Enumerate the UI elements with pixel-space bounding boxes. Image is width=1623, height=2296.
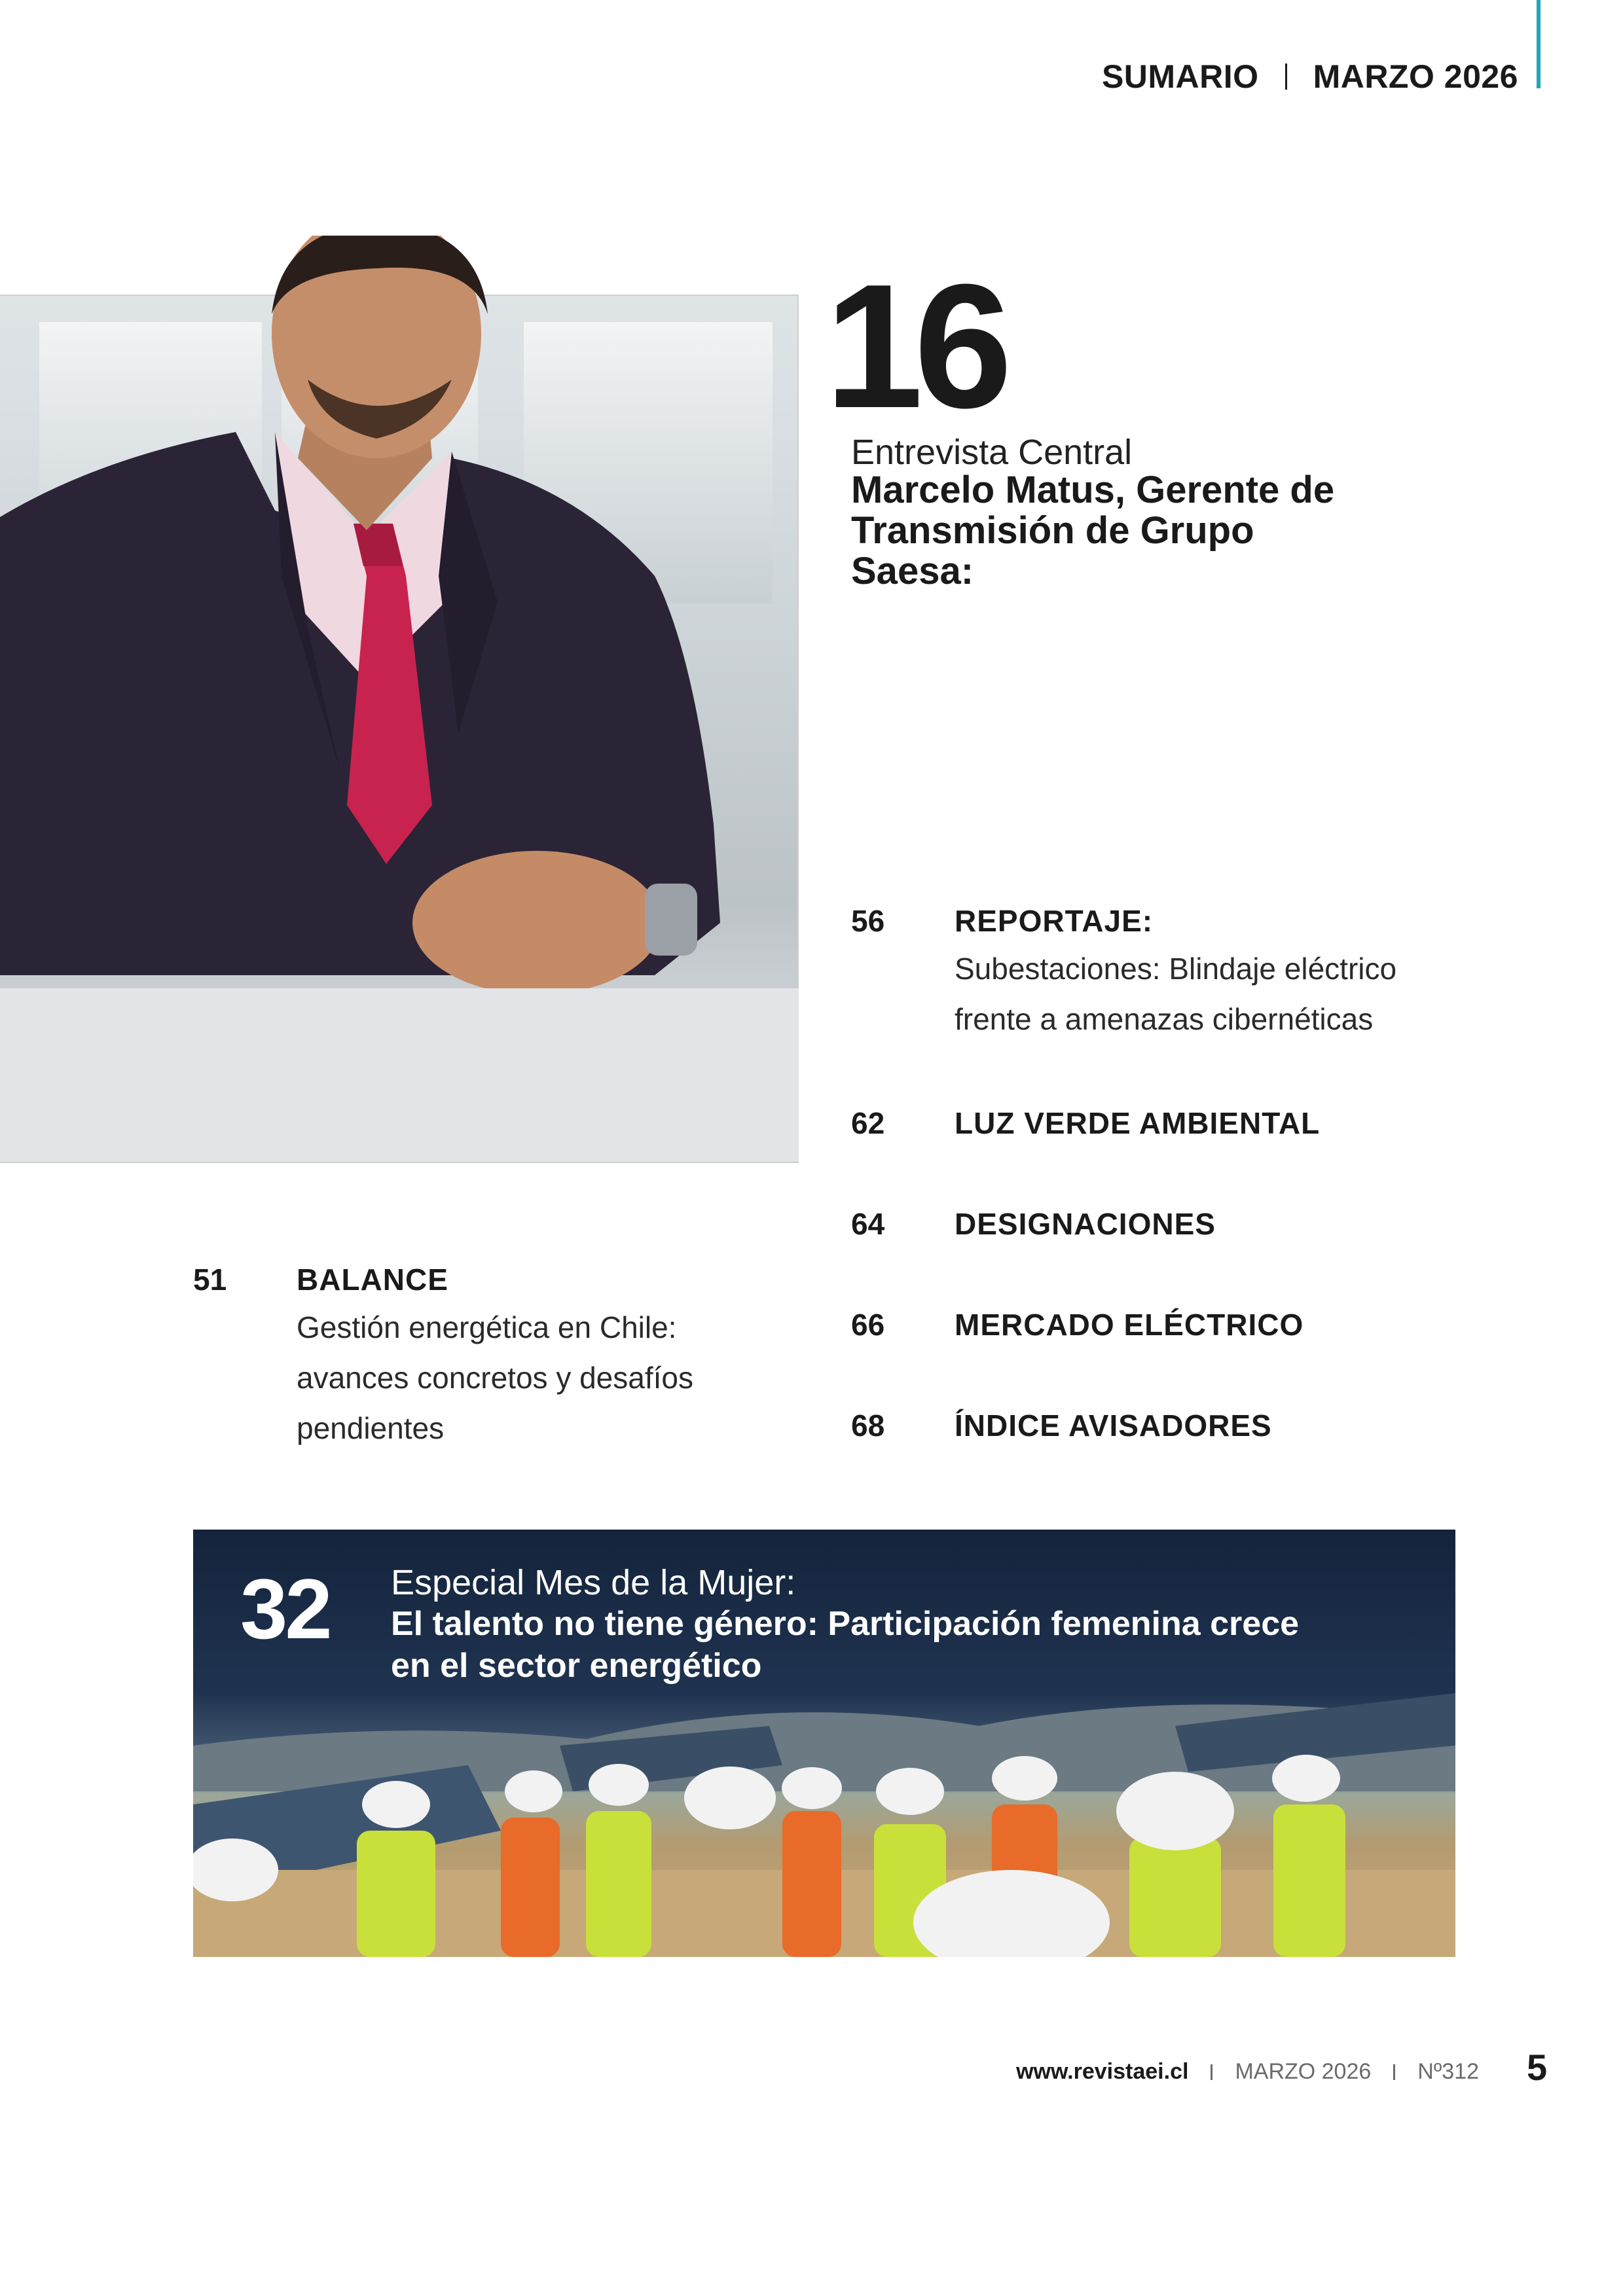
feature-page-number: 16 — [825, 248, 1004, 445]
website-link[interactable]: www.revistaei.cl — [1016, 2059, 1189, 2084]
banner-kicker: Especial Mes de la Mujer: — [391, 1563, 796, 1602]
footer-divider — [1393, 2064, 1395, 2080]
toc-description-line: frente a amenazas cibernéticas — [955, 1002, 1374, 1036]
feature-kicker: Entrevista Central — [851, 433, 1133, 472]
page-footer — [1016, 2059, 1479, 2085]
interviewee-portrait — [0, 236, 799, 1162]
header-divider — [1285, 63, 1287, 90]
toc-label: REPORTAJE: — [955, 904, 1154, 938]
footer-divider — [1211, 2064, 1213, 2080]
toc-description-line: pendientes — [297, 1411, 445, 1445]
toc-page-number: 56 — [851, 904, 885, 938]
special-feature-banner[interactable] — [193, 1530, 1455, 1957]
issue-number: Nº312 — [1417, 2059, 1479, 2084]
section-label: SUMARIO — [1101, 58, 1259, 95]
toc-description-line: Gestión energética en Chile: — [297, 1310, 677, 1344]
toc-item-designaciones[interactable] — [851, 1206, 1440, 1242]
toc-label: DESIGNACIONES — [955, 1207, 1216, 1241]
toc-item-indice-avisadores[interactable] — [851, 1408, 1440, 1443]
banner-title: El talento no tiene género: Participación femenina crece en el sector energético — [391, 1605, 1300, 1685]
toc-page-number: 62 — [851, 1106, 885, 1140]
toc-description-line: Subestaciones: Blindaje eléctrico — [955, 952, 1397, 986]
page-header — [1102, 58, 1518, 96]
toc-item-mercado-electrico[interactable] — [851, 1307, 1440, 1342]
banner-page-number: 32 — [240, 1561, 330, 1657]
toc-label: BALANCE — [297, 1263, 448, 1297]
page-number: 5 — [1527, 2047, 1548, 2088]
header-accent-bar — [1537, 0, 1541, 88]
toc-label: ÍNDICE AVISADORES — [955, 1408, 1272, 1443]
toc-page-number: 64 — [851, 1207, 885, 1241]
toc-label: MERCADO ELÉCTRICO — [955, 1308, 1304, 1342]
toc-label: LUZ VERDE AMBIENTAL — [955, 1106, 1321, 1140]
workers-photo — [193, 1530, 1455, 1957]
issue-date: MARZO 2026 — [1313, 58, 1518, 95]
toc-page-number: 51 — [193, 1263, 227, 1297]
toc-item-luz-verde-ambiental[interactable] — [851, 1105, 1440, 1141]
footer-date: MARZO 2026 — [1235, 2059, 1372, 2084]
toc-description-line: avances concretos y desafíos — [297, 1361, 693, 1395]
toc-item-balance[interactable] — [193, 1262, 782, 1454]
toc-page-number: 68 — [851, 1408, 885, 1443]
toc-item-reportaje[interactable] — [851, 903, 1440, 1045]
toc-page-number: 66 — [851, 1308, 885, 1342]
feature-title: Marcelo Matus, Gerente de Transmisión de Grupo Saesa: — [851, 469, 1335, 592]
